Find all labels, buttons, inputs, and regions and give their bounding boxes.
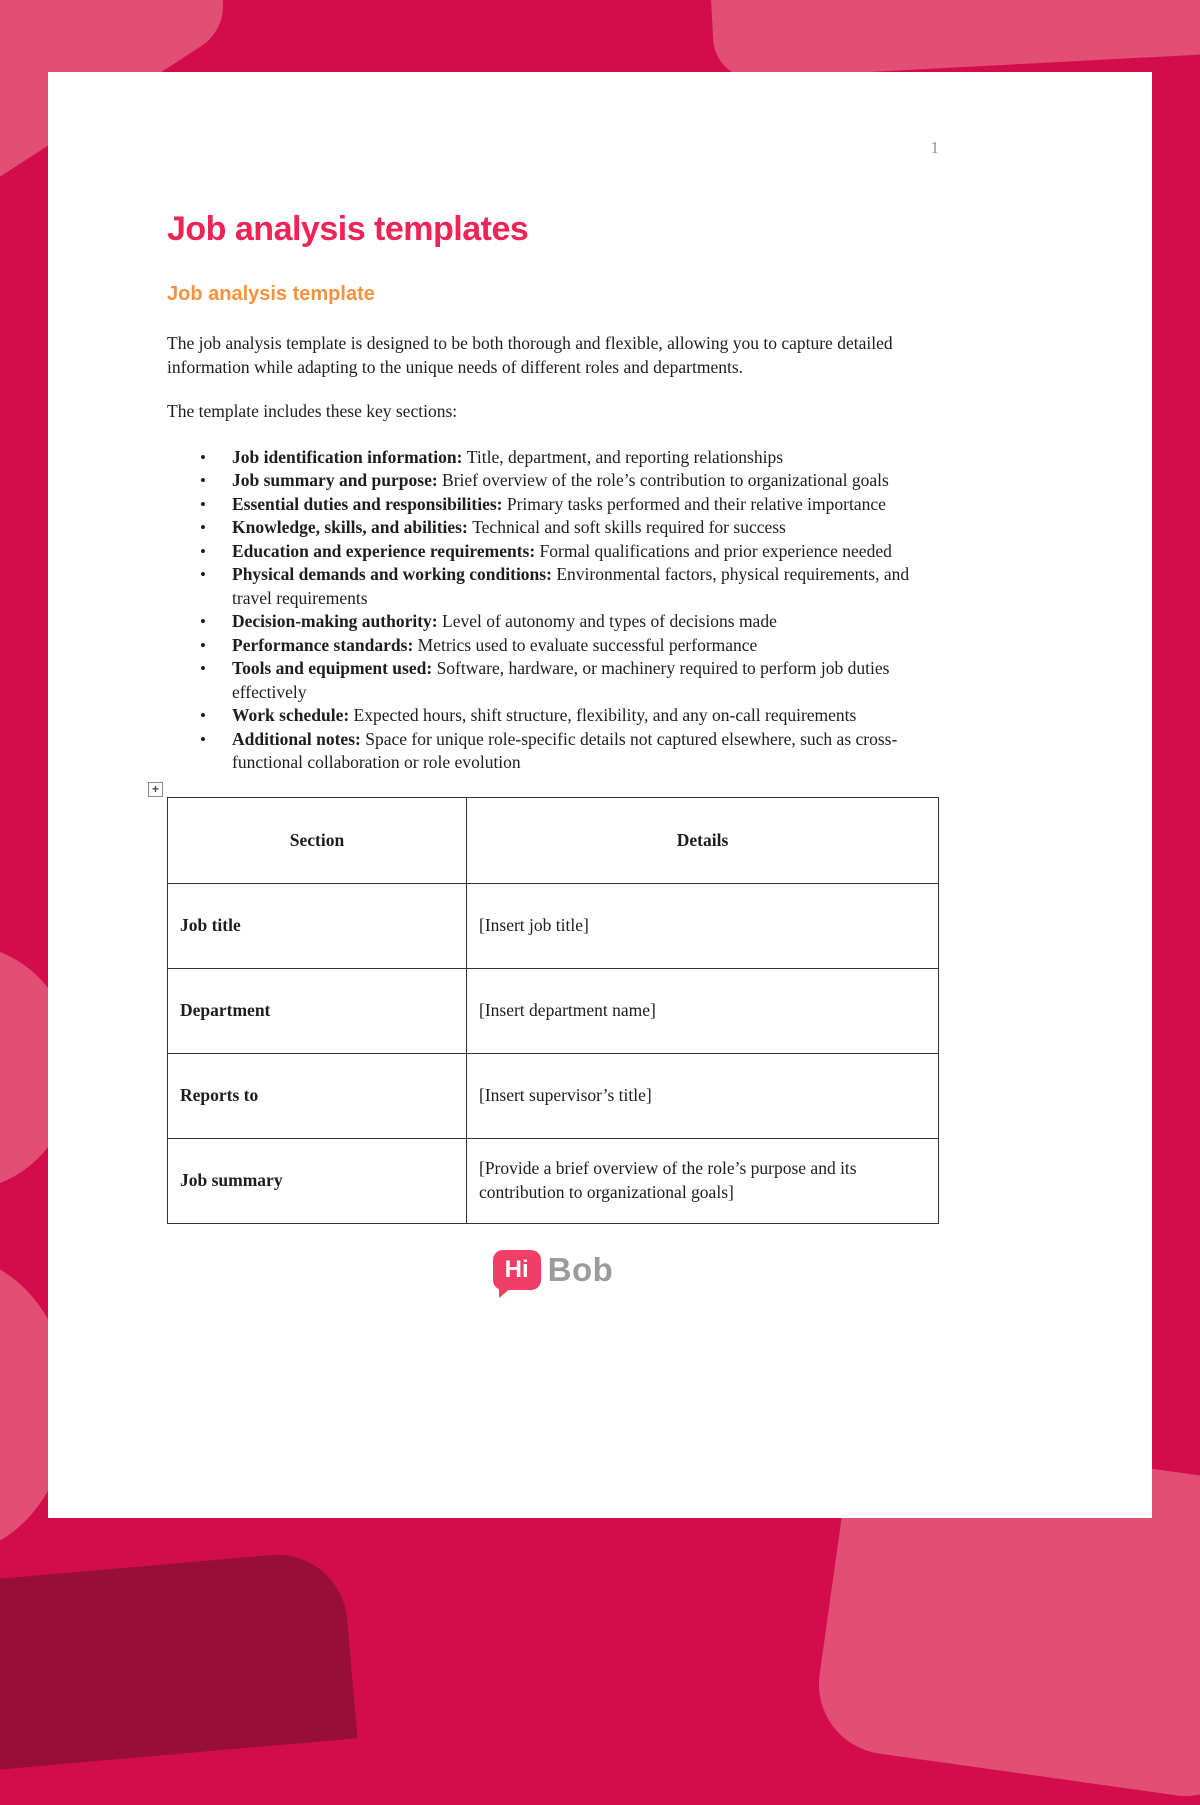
table-cell-details: [Provide a brief overview of the role’s purpose and its contribution to organizational goals] xyxy=(467,1138,939,1223)
bullet-item xyxy=(167,493,939,517)
bullet-text: Level of autonomy and types of decisions made xyxy=(442,611,777,631)
table-move-handle-icon[interactable]: + xyxy=(148,782,163,797)
document-page xyxy=(48,72,1152,1518)
table-row xyxy=(168,968,939,1053)
key-sections-list xyxy=(167,446,939,775)
sections-lead-paragraph: The template includes these key sections: xyxy=(167,401,458,421)
bullet-item xyxy=(167,540,939,564)
bullet-text: Expected hours, shift structure, flexibility, and any on-call requirements xyxy=(353,705,857,725)
doc-title: Job analysis templates xyxy=(167,210,529,248)
table-header-row xyxy=(168,797,939,883)
table-row xyxy=(168,883,939,968)
table-cell-section: Job title xyxy=(168,883,467,968)
bullet-text: Title, department, and reporting relationships xyxy=(466,446,784,467)
table-row xyxy=(168,1053,939,1138)
table-cell-section: Job summary xyxy=(168,1138,467,1223)
bullet-item xyxy=(167,704,939,728)
bullet-item xyxy=(167,516,939,540)
page-number: 1 xyxy=(930,138,939,157)
table-header-section: Section xyxy=(168,797,467,883)
doc-subtitle: Job analysis template xyxy=(167,283,375,305)
bullet-text: Software, hardware, or machinery required to perform job duties effectively xyxy=(232,658,890,702)
table-cell-section: Department xyxy=(168,968,467,1053)
bullet-lead: Knowledge, skills, and abilities: xyxy=(232,517,473,537)
job-analysis-table xyxy=(167,797,939,1224)
hibob-logo-bubble xyxy=(493,1250,541,1290)
bullet-text: Metrics used to evaluate successful performance xyxy=(417,634,758,655)
bullet-lead: Performance standards: xyxy=(232,634,418,655)
table-cell-section: Reports to xyxy=(168,1053,467,1138)
bullet-item xyxy=(167,469,939,493)
bullet-text: Technical and soft skills required for success xyxy=(472,517,786,537)
hibob-logo-word: Bob xyxy=(547,1250,614,1288)
hibob-logo-hi: Hi xyxy=(504,1255,529,1283)
bullet-lead: Tools and equipment used: xyxy=(232,658,437,678)
bullet-lead: Education and experience requirements: xyxy=(232,540,540,561)
bullet-lead: Work schedule: xyxy=(232,705,354,725)
table-cell-details: [Insert supervisor’s title] xyxy=(467,1053,939,1138)
bullet-text: Formal qualifications and prior experience needed xyxy=(539,540,892,561)
bullet-item xyxy=(167,634,939,658)
bullet-text: Environmental factors, physical requirements, and travel requirements xyxy=(232,564,910,608)
table-cell-details: [Insert department name] xyxy=(467,968,939,1053)
bullet-text: Brief overview of the role’s contribution to organizational goals xyxy=(442,470,889,490)
table-wrap xyxy=(151,781,939,1224)
decorative-shape-bottom-left-dark xyxy=(0,1549,358,1773)
bullet-item xyxy=(167,657,939,704)
bullet-text: Primary tasks performed and their relative importance xyxy=(506,493,886,514)
decorative-shape-top-right xyxy=(705,0,1200,80)
bullet-item xyxy=(167,446,939,470)
hibob-logo xyxy=(167,1250,939,1290)
bullet-lead: Decision-making authority: xyxy=(232,611,442,631)
bullet-item xyxy=(167,728,939,775)
bullet-lead: Essential duties and responsibilities: xyxy=(232,493,507,514)
table-cell-details: [Insert job title] xyxy=(467,883,939,968)
bullet-lead: Job identification information: xyxy=(232,446,467,467)
bullet-item xyxy=(167,610,939,634)
bullet-lead: Additional notes: xyxy=(232,728,366,749)
table-row xyxy=(168,1138,939,1223)
bullet-lead: Physical demands and working conditions: xyxy=(232,564,557,584)
intro-paragraph: The job analysis template is designed to be both thorough and flexible, allowing you to capture detailed information while adapting to the unique needs of different roles and departments. xyxy=(167,333,893,377)
bullet-lead: Job summary and purpose: xyxy=(232,470,443,490)
bullet-item xyxy=(167,563,939,610)
bullet-text: Space for unique role-specific details not captured elsewhere, such as cross-functional collaboration or role evolution xyxy=(232,728,898,772)
table-header-details: Details xyxy=(467,797,939,883)
